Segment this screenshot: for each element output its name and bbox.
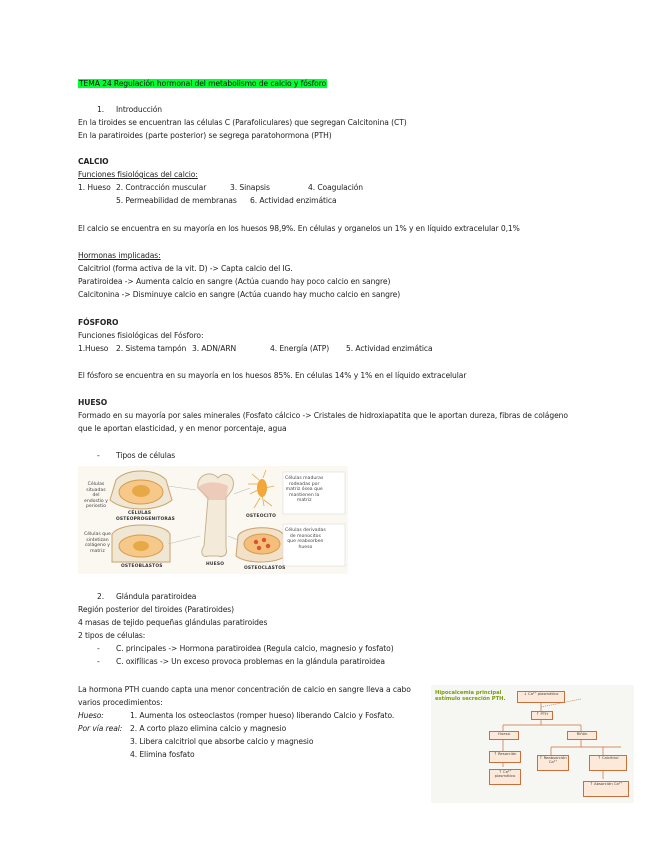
flow-box: ↓ Ca²⁺ plasmático [517, 691, 565, 703]
calcio-function: 5. Permeabilidad de membranas [116, 196, 237, 205]
renal-item: 2. A corto plazo elimina calcio y magnesio [130, 724, 287, 733]
calcio-function: 2. Contracción muscular [116, 183, 207, 192]
intro-line: En la tiroides se encuentran las células C (Parafoliculares) que segregan Calcitonina (CT) [78, 118, 407, 127]
flow-box: Riñón [567, 731, 597, 740]
pth-flowchart [431, 685, 634, 803]
fosforo-function: 5. Actividad enzimática [346, 344, 433, 353]
paratiroidea-number: 2. [97, 592, 105, 601]
calcio-function: 6. Actividad enzimática [250, 196, 337, 205]
flow-box: ↑ PTH [531, 711, 553, 720]
cell-caption: HUESO [206, 562, 225, 567]
flowchart-title: Hipocalcemia principal estímulo secreción PTH. [435, 690, 506, 703]
hueso-line: que le aportan elasticidad, y en menor porcentaje, agua [78, 424, 287, 433]
flow-box: ↑ Ca²⁺ plasmático [489, 769, 521, 785]
intro-number: 1. [97, 105, 105, 114]
intro-heading: Introducción [116, 105, 162, 114]
renal-label: Por vía real: [78, 724, 123, 733]
calcio-function: 3. Sinapsis [230, 183, 270, 192]
bullet-mark: - [97, 657, 100, 666]
flow-box: ↑ Reabsorción Ca²⁺ [537, 755, 569, 771]
fosforo-function: 2. Sistema tampón [116, 344, 187, 353]
cell-note: Células situadas del endostio y periostio [84, 482, 108, 510]
paratiroidea-bullet: C. principales -> Hormona paratiroidea (Regula calcio, magnesio y fosfato) [116, 644, 394, 653]
cell-note: Células derivadas de monocitos que reabsorben hueso [285, 528, 326, 550]
flow-box: ↑ Calcitriol [589, 755, 627, 771]
cell-caption: OSTEOCLASTOS [244, 566, 286, 571]
fosforo-distribution: El fósforo se encuentra en su mayoría en los huesos 85%. En células 14% y 1% en el líquido extracelular [78, 371, 467, 380]
bullet-mark: - [97, 644, 100, 653]
bone-label: Hueso: [78, 711, 104, 720]
fosforo-function: 4. Energía (ATP) [270, 344, 330, 353]
cell-caption: OSTEOPROGENITORAS [116, 517, 175, 522]
title-highlight: TEMA 24 Regulación hormonal del metabolismo de calcio y fósforo [79, 79, 327, 88]
pth-intro-line: La hormona PTH cuando capta una menor concentración de calcio en sangre lleva a cabo [78, 685, 411, 694]
cell-caption: OSTEOBLASTOS [121, 564, 163, 569]
paratiroidea-line: 2 tipos de células: [78, 631, 146, 640]
cell-caption: CÉLULAS [128, 511, 152, 516]
document-title [78, 79, 327, 89]
fosforo-heading: FÓSFORO [78, 318, 119, 327]
cell-note: Células maduras rodeadas por matriz ósea que mantienen la matriz [285, 476, 324, 504]
calcio-distribution: El calcio se encuentra en su mayoría en los huesos 98,9%. En células y organelos un 1% y en líquido extracelular 0,1% [78, 224, 520, 233]
renal-item: 3. Libera calcitriol que absorbe calcio y magnesio [130, 737, 314, 746]
renal-item: 4. Elimina fosfato [130, 750, 195, 759]
cell-caption: OSTEOCITO [246, 514, 277, 519]
bone-item: 1. Aumenta los osteoclastos (romper hueso) liberando Calcio y Fosfato. [130, 711, 395, 720]
hueso-heading: HUESO [78, 398, 108, 407]
pth-intro-line: varios procedimientos: [78, 698, 163, 707]
fosforo-functions-heading: Funciones fisiológicas del Fósforo: [78, 331, 204, 340]
calcio-heading: CALCIO [78, 157, 109, 166]
hormones-heading: Hormonas implicadas: [78, 251, 161, 260]
hormone-line: Calcitriol (forma activa de la vit. D) -> Capta calcio del IG. [78, 264, 293, 273]
flow-box: ↑ Resorción [489, 751, 521, 763]
bone-cells-figure [78, 466, 348, 574]
hueso-line: Formado en su mayoría por sales minerales (Fosfato cálcico -> Cristales de hidroxiapatita que le aportan dureza, fibras de colágeno [78, 411, 568, 420]
cell-note: Células que sintetizan colágeno y matriz [84, 532, 111, 554]
fosforo-function: 1.Hueso [78, 344, 109, 353]
paratiroidea-bullet: C. oxifílicas -> Un exceso provoca problemas en la glándula paratiroidea [116, 657, 385, 666]
calcio-function: 4. Coagulación [308, 183, 364, 192]
paratiroidea-line: Región posterior del tiroides (Paratiroides) [78, 605, 235, 614]
paratiroidea-line: 4 masas de tejido pequeñas glándulas paratiroides [78, 618, 268, 627]
flow-box: Hueso [489, 731, 519, 740]
flow-box: ↑ Absorción Ca²⁺ [583, 781, 629, 797]
cells-label: Tipos de células [116, 451, 176, 460]
paratiroidea-heading: Glándula paratiroidea [116, 592, 197, 601]
hormone-line: Calcitonina -> Disminuye calcio en sangre (Actúa cuando hay mucho calcio en sangre) [78, 290, 401, 299]
hormone-line: Paratiroidea -> Aumenta calcio en sangre (Actúa cuando hay poco calcio en sangre) [78, 277, 391, 286]
intro-line: En la paratiroides (parte posterior) se segrega paratohormona (PTH) [78, 131, 332, 140]
calcio-function: 1. Hueso [78, 183, 111, 192]
cells-bullet: - [97, 451, 100, 460]
calcio-functions-heading: Funciones fisiológicas del calcio: [78, 170, 198, 179]
fosforo-function: 3. ADN/ARN [192, 344, 237, 353]
